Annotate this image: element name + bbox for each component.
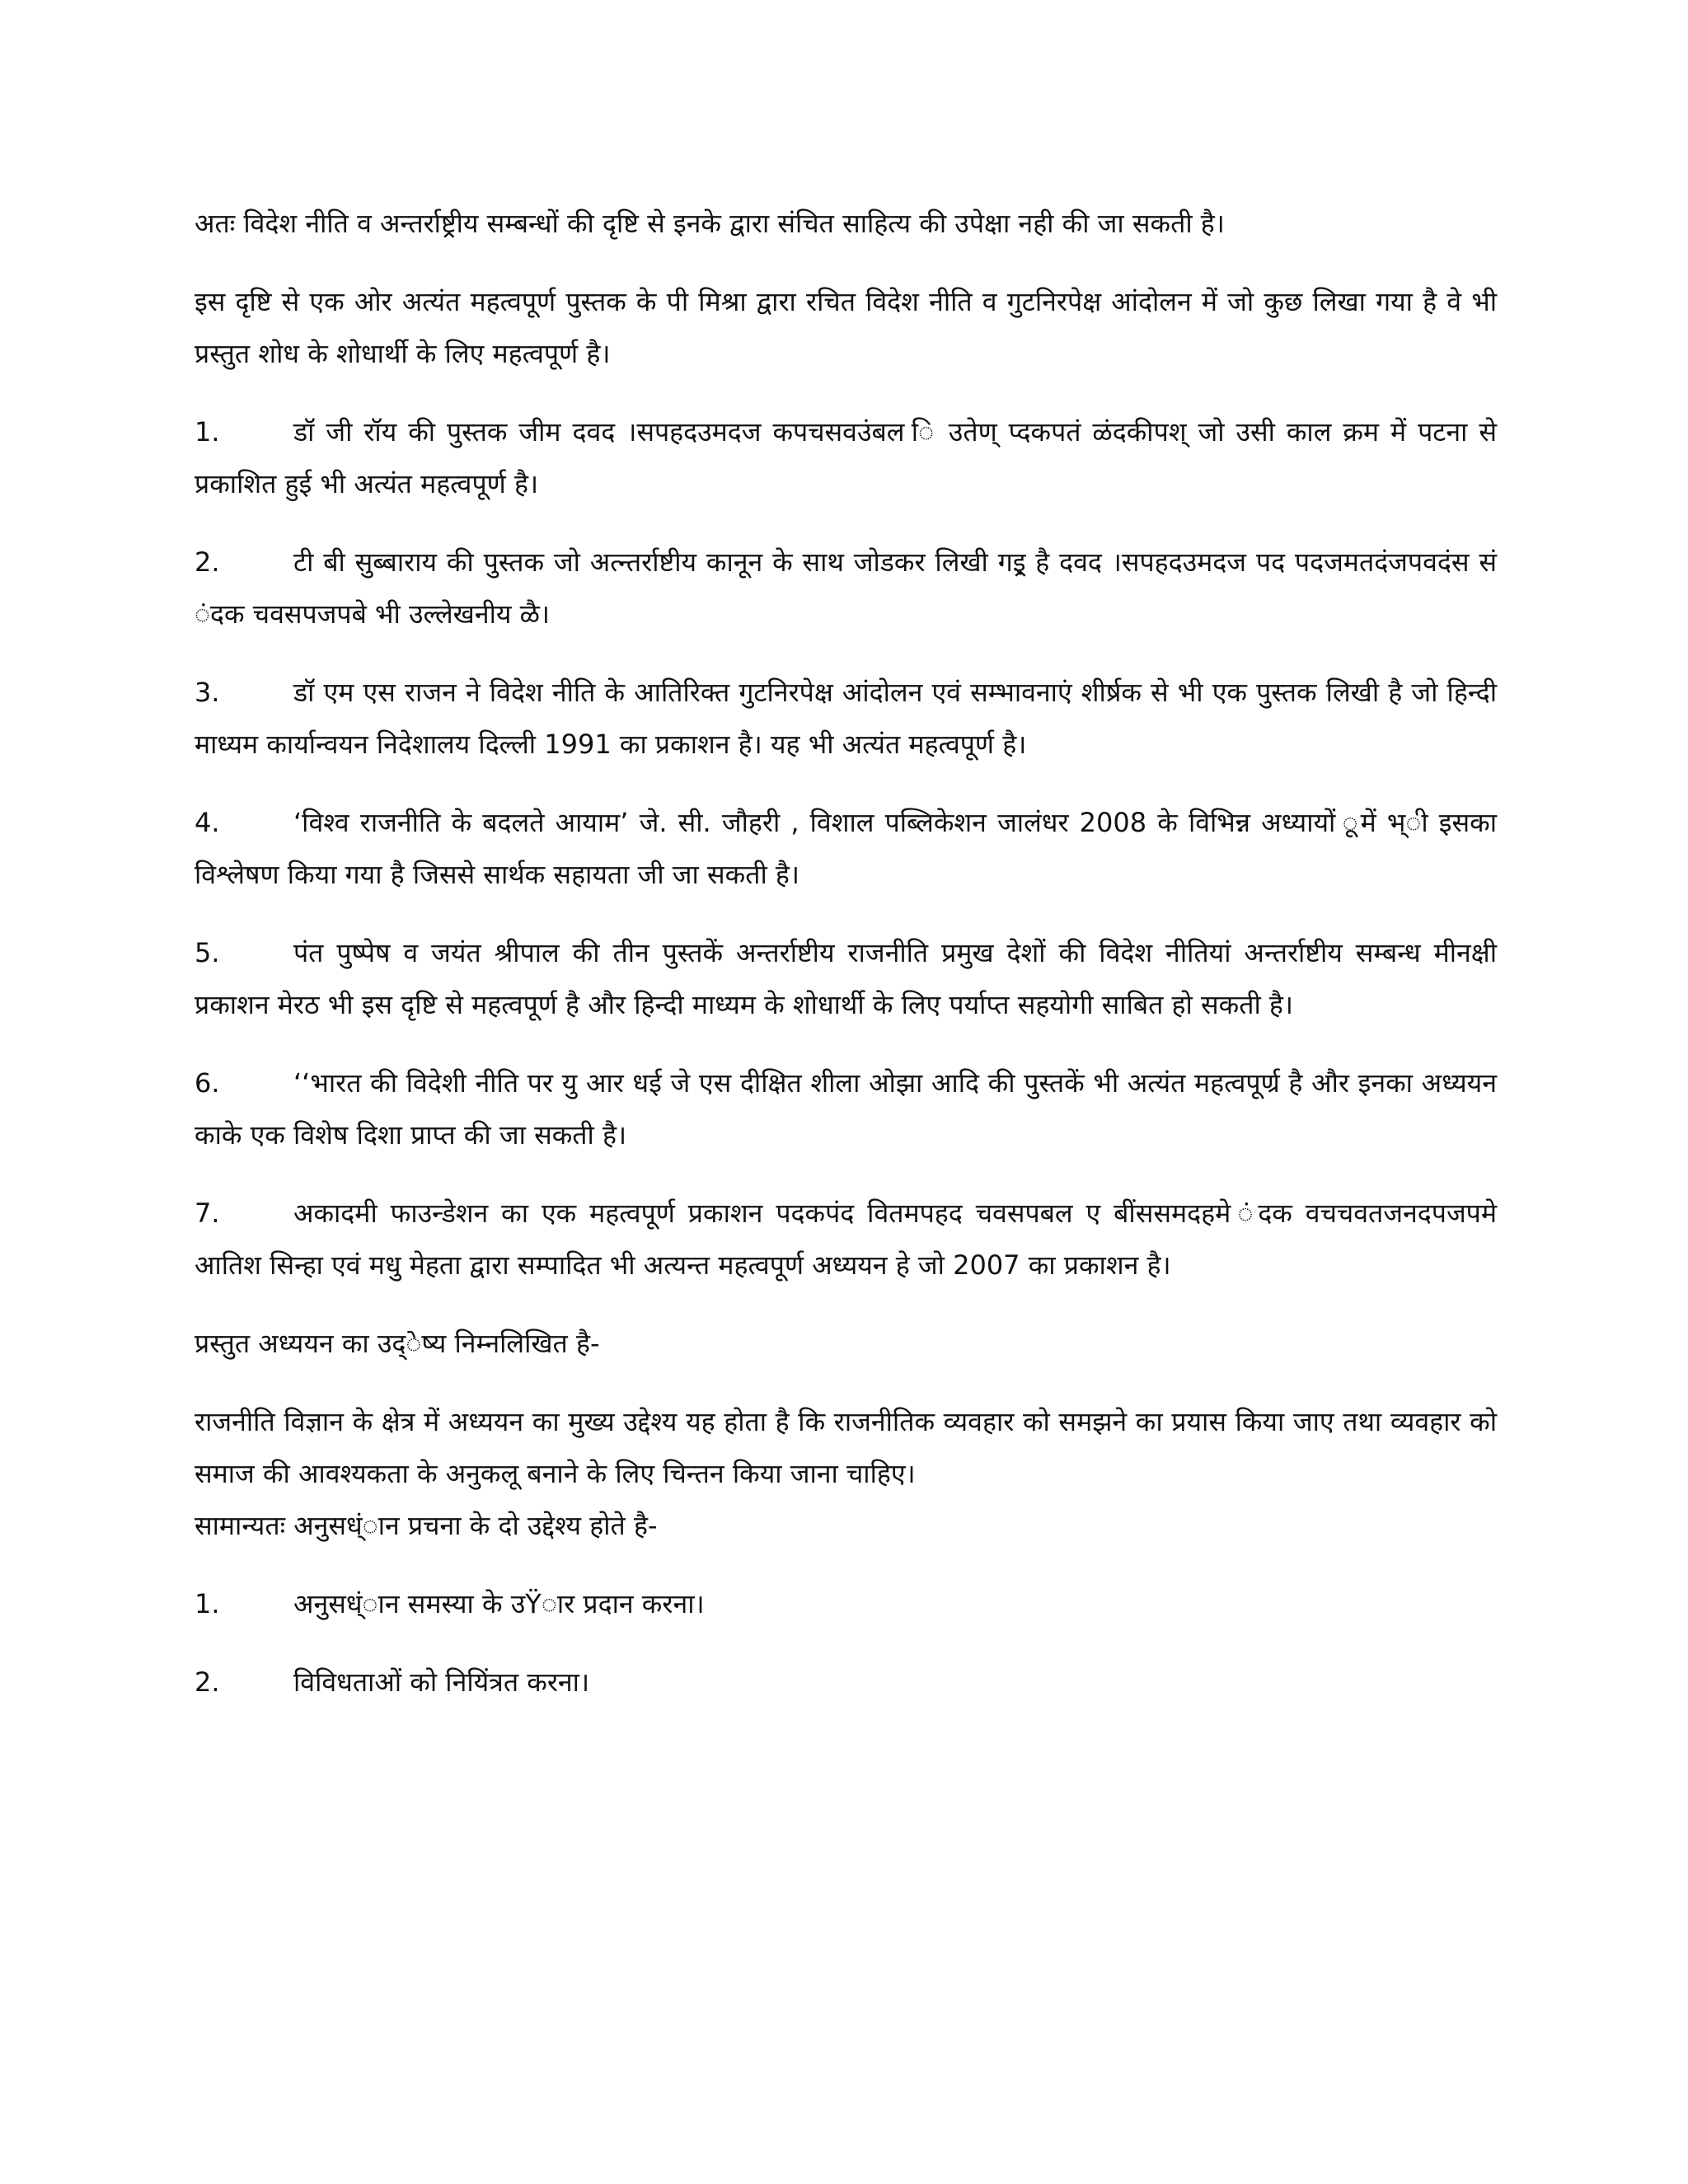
list-item-text: अकादमी फाउन्डेशन का एक महत्वपूर्ण प्रकाशन पदकपंद वितमपहद चवसपबल ए बींससमदहमे ंदक वचचवतजनदपजपमे आतिश सिन्हा एवं मधु मेहता द्वारा सम्पादित भी अत्यन्त महत्वपूर्ण अध्ययन हे जो 2007 का प्रकाशन है।: [195, 1197, 1497, 1281]
list-item: [195, 406, 1497, 510]
objective-paragraph: राजनीति विज्ञान के क्षेत्र में अध्ययन का मुख्य उद्देश्य यह होता है कि राजनीतिक व्यवहार को समझने का प्रयास किया जाए तथा व्यवहार को समाज की आवश्यकता के अनुकलू बनाने के लिए चिन्तन किया जाना चाहिए।: [195, 1406, 1497, 1489]
list-item-text: अनुसध्ंान समस्या के उŸार प्रदान करना।: [293, 1588, 705, 1619]
list-item-text: डॉ एम एस राजन ने विदेश नीति के आतिरिक्त गुटनिरपेक्ष आंदोलन एवं सम्भावनाएं शीर्ष्रक से भी एक पुस्तक लिखी है जो हिन्दी माध्यम कार्यान्वयन निदेशालय दिल्ली 1991 का प्रकाशन है। यह भी अत्यंत महत्वपूर्ण है।: [195, 677, 1497, 760]
list-item-number: 2.: [195, 1666, 220, 1698]
list-item: [195, 797, 1497, 901]
list-item: [195, 1657, 1497, 1708]
list-item-number: 2.: [195, 546, 220, 578]
reference-list: [195, 406, 1497, 1291]
list-item: [195, 1578, 1497, 1630]
list-item-number: 1.: [195, 1588, 220, 1619]
list-item-text: पंत पुष्पेष व जयंत श्रीपाल की तीन पुस्तकें अन्तर्राष्टीय राजनीति प्रमुख देशों की विदेश नीतियां अन्तर्राष्टीय सम्बन्ध मीनक्षी प्रकाशन मेरठ भी इस दृष्टि से महत्वपूर्ण है और हिन्दी माध्यम के शोधार्थी के लिए पर्याप्त सहयोगी साबित हो सकती है।: [195, 937, 1497, 1020]
list-item: [195, 1188, 1497, 1291]
list-item-number: 6.: [195, 1067, 220, 1099]
paragraph-1: अतः विदेश नीति व अन्तर्राष्ट्रीय सम्बन्धों की दृष्टि से इनके द्वारा संचित साहित्य की उपेक्षा नही की जा सकती है।: [195, 208, 1225, 239]
list-item-number: 1.: [195, 416, 220, 448]
list-item-text: ‘‘भारत की विदेशी नीति पर यु आर धई जे एस दीक्षित शीला ओझा आदि की पुस्तकें भी अत्यंत महत्वपूर्ण्र है और इनका अध्ययन काके एक विशेष दिशा प्राप्त की जा सकती है।: [195, 1067, 1497, 1151]
list-item-number: 5.: [195, 937, 220, 968]
list-item: [195, 667, 1497, 771]
list-item: [195, 927, 1497, 1031]
list-item-number: 3.: [195, 677, 220, 708]
document-page: [195, 198, 1497, 1735]
paragraph-2: इस दृष्टि से एक ओर अत्यंत महत्वपूर्ण पुस्तक के पी मिश्रा द्वारा रचित विदेश नीति व गुटनिरपेक्ष आंदोलन में जो कुछ लिखा गया है वे भी प्रस्तुत शोध के शोधार्थी के लिए महत्वपूर्ण है।: [195, 286, 1497, 369]
objective-list: [195, 1578, 1497, 1708]
list-item-text: टी बी सुब्बाराय की पुस्तक जो अत्न्तर्राष्टीय कानून के साथ जोडकर लिखी गइ्र है दवद ।सपहदउमदज पद पदजमतदंजपवदंस सं ंदक चवसपजपबे भी उल्लेखनीय ळै।: [195, 546, 1497, 630]
list-item-number: 7.: [195, 1197, 220, 1229]
list-item-text: ‘विश्व राजनीति के बदलते आयाम’ जे. सी. जौहरी , विशाल पब्लिकेशन जालंधर 2008 के विभिन्न अध्यायों ूमें भ्ी इसका विश्लेषण किया गया है जिससे सार्थक सहायता जी जा सकती है।: [195, 807, 1497, 890]
list-item-text: डॉ जी रॉय की पुस्तक जीम दवद ।सपहदउमदज कपचसवउंबल ि उतेण् प्दकपतं ळंदकीपश् जो उसी काल क्रम में पटना से प्रकाशित हुई भी अत्यंत महत्वपूर्ण है।: [195, 416, 1497, 499]
list-item: [195, 1057, 1497, 1161]
list-item-text: विविधताओं को नियिंत्रत करना।: [293, 1666, 590, 1698]
list-item-number: 4.: [195, 807, 220, 838]
objective-intro: सामान्यतः अनुसध्ंान प्रचना के दो उद्देश्य होते है-: [195, 1510, 658, 1541]
list-item: [195, 537, 1497, 640]
section-heading: प्रस्तुत अध्ययन का उद्ेष्य निम्नलिखित है-: [195, 1328, 600, 1359]
